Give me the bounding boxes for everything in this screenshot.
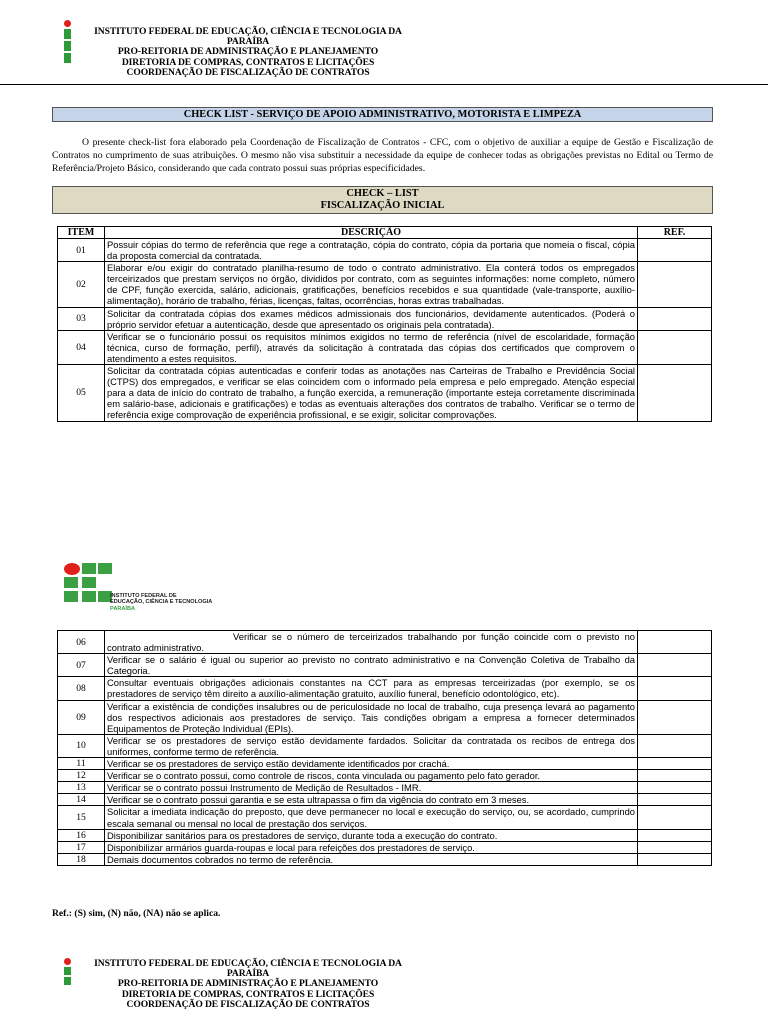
table-row bbox=[58, 734, 712, 757]
item-description: Elaborar e/ou exigir do contratado planilha-resumo de todo o contrato administrativo. Ela conterá todos os empregados terceirizados que prestam serviços no órgão, divididos por contrato, com as seguintes informações: nome completo, número de CPF, função exercida, salário, adicionais, gratificações, benefícios recebidos e sua quantidade (vale-transporte, auxílio-alimentação), horário de trabalho, férias, licenças, faltas, ocorrências, horas extras trabalhadas. bbox=[105, 262, 638, 307]
table-row bbox=[58, 365, 712, 421]
ref-cell[interactable] bbox=[638, 794, 712, 806]
item-number: 13 bbox=[58, 782, 105, 794]
item-description bbox=[105, 631, 638, 654]
table-row bbox=[58, 758, 712, 770]
checklist-title-banner: CHECK LIST - SERVIÇO DE APOIO ADMINISTRATIVO, MOTORISTA E LIMPEZA bbox=[52, 107, 713, 122]
header-line: INSTITUTO FEDERAL DE EDUCAÇÃO, CIÊNCIA E TECNOLOGIA DA PARAÍBA bbox=[94, 958, 402, 980]
table-row bbox=[58, 330, 712, 364]
col-header-item: ITEM bbox=[58, 227, 105, 239]
header-line: DIRETORIA DE COMPRAS, CONTRATOS E LICITAÇÕES bbox=[121, 56, 375, 68]
institute-logo-small bbox=[64, 20, 72, 65]
table-row bbox=[58, 770, 712, 782]
item-number: 05 bbox=[58, 365, 105, 421]
document-header bbox=[78, 27, 418, 78]
item-number: 10 bbox=[58, 734, 105, 757]
item-number: 08 bbox=[58, 677, 105, 700]
ref-cell[interactable] bbox=[638, 853, 712, 865]
item-description: Verificar se o contrato possui Instrumento de Medição de Resultados - IMR. bbox=[105, 782, 638, 794]
item-description: Verificar a existência de condições insalubres ou de periculosidade no local de trabalho, cuja presença levará ao pagamento dos respectivos adicionais aos prestadores de serviço. Tais condições obrigam a empresa a fornecer determinados Equipamentos de Proteção Individual (EPIs). bbox=[105, 700, 638, 734]
ref-cell[interactable] bbox=[638, 677, 712, 700]
item-number: 01 bbox=[58, 239, 105, 262]
table-row bbox=[58, 654, 712, 677]
ref-cell[interactable] bbox=[638, 654, 712, 677]
table-row bbox=[58, 307, 712, 330]
logo-text-line: INSTITUTO FEDERAL DE bbox=[110, 593, 177, 599]
table-row bbox=[58, 841, 712, 853]
item-number: 15 bbox=[58, 806, 105, 829]
header-line: INSTITUTO FEDERAL DE EDUCAÇÃO, CIÊNCIA E TECNOLOGIA DA PARAÍBA bbox=[94, 26, 402, 48]
item-description: Possuir cópias do termo de referência que rege a contratação, cópia do contrato, cópia da portaria que nomeia o fiscal, cópia da proposta comercial da contratada. bbox=[105, 239, 638, 262]
item-number: 16 bbox=[58, 829, 105, 841]
header-line: DIRETORIA DE COMPRAS, CONTRATOS E LICITAÇÕES bbox=[121, 988, 375, 1000]
item-description: Verificar se o salário é igual ou superior ao previsto no contrato administrativo e na Convenção Coletiva de Trabalho da Categoria. bbox=[105, 654, 638, 677]
checklist-table-page2 bbox=[57, 630, 712, 866]
header-line: PRO-REITORIA DE ADMINISTRAÇÃO E PLANEJAMENTO bbox=[117, 978, 379, 990]
table-row bbox=[58, 853, 712, 865]
item-description: Verificar se o contrato possui, como controle de riscos, conta vinculada ou pagamento pelo fato gerador. bbox=[105, 770, 638, 782]
ref-cell[interactable] bbox=[638, 330, 712, 364]
item-description: Verificar se o contrato possui garantia e se esta ultrapassa o fim da vigência do contrato em 3 meses. bbox=[105, 794, 638, 806]
col-header-description: DESCRIÇÃO bbox=[105, 227, 638, 239]
ref-cell[interactable] bbox=[638, 631, 712, 654]
item-description: Demais documentos cobrados no termo de referência. bbox=[105, 853, 638, 865]
item-number: 04 bbox=[58, 330, 105, 364]
ref-cell[interactable] bbox=[638, 841, 712, 853]
item-description: Consultar eventuais obrigações adicionais constantes na CCT para as empresas terceirizadas (por exemplo, se os prestadores de serviço têm direito a auxílio-alimentação gratuito, auxílio funeral, benefício odontológico, etc). bbox=[105, 677, 638, 700]
intro-paragraph bbox=[52, 136, 713, 175]
checklist-subheading: FISCALIZAÇÃO INICIAL bbox=[320, 200, 445, 211]
checklist-heading: CHECK – LIST bbox=[346, 188, 419, 199]
item-description: Solicitar da contratada cópias autenticadas e conferir todas as anotações nas Carteiras de Trabalho e Previdência Social (CTPS) dos empregados, e verificar se elas coincidem com o informado pela empresa e pelo empregado. Atenção especial para a data de início do contrato de trabalho, a função exercida, a remuneração (importante esteja corretamente discriminada em salário-base, adicionais e gratificações) e todas as eventuais alterações dos contratos de trabalho. Verificar se o termo de referência exige comprovação de experiência profissional, e se exigir, solicitar comprovações. bbox=[105, 365, 638, 421]
ref-cell[interactable] bbox=[638, 782, 712, 794]
col-header-ref: REF. bbox=[638, 227, 712, 239]
header-line: PRO-REITORIA DE ADMINISTRAÇÃO E PLANEJAMENTO bbox=[117, 46, 379, 58]
table-row bbox=[58, 806, 712, 829]
item-description-text: Verificar se o número de terceirizados trabalhando por função coincide com o previsto no contrato administrativo. bbox=[107, 631, 635, 654]
item-number: 07 bbox=[58, 654, 105, 677]
ref-cell[interactable] bbox=[638, 758, 712, 770]
item-number: 09 bbox=[58, 700, 105, 734]
item-description: Verificar se os prestadores de serviço estão devidamente identificados por crachá. bbox=[105, 758, 638, 770]
header-line: COORDENAÇÃO DE FISCALIZAÇÃO DE CONTRATOS bbox=[126, 66, 370, 78]
document-header bbox=[78, 959, 418, 1010]
ref-legend: Ref.: (S) sim, (N) não, (NA) não se aplica. bbox=[52, 908, 221, 919]
table-header-row bbox=[58, 227, 712, 239]
ref-cell[interactable] bbox=[638, 829, 712, 841]
table-row bbox=[58, 829, 712, 841]
ref-cell[interactable] bbox=[638, 262, 712, 307]
item-number: 06 bbox=[58, 631, 105, 654]
item-description: Verificar se o funcionário possui os requisitos mínimos exigidos no termo de referência (nível de escolaridade, formação técnica, curso de formação, perfil), através da solicitação à contratada das cópias dos certificados que comprovem o atendimento a estes requisitos. bbox=[105, 330, 638, 364]
institute-logo-small bbox=[64, 958, 72, 987]
ref-cell[interactable] bbox=[638, 365, 712, 421]
checklist-section-box bbox=[52, 186, 713, 214]
intro-text: O presente check-list fora elaborado pela Coordenação de Fiscalização de Contratos - CFC, com o objetivo de auxiliar a equipe de Gestão e Fiscalização de Contratos no cumprimento de suas atribuições. O mesmo não visa substituir a necessidade da equipe de conhecer todas as obrigações previstas no Edital ou Termo de Referência/Projeto Básico, considerando que cada contrato possui suas próprias especificidades. bbox=[52, 137, 713, 174]
item-number: 02 bbox=[58, 262, 105, 307]
table-row bbox=[58, 631, 712, 654]
table-row bbox=[58, 677, 712, 700]
logo-text-line: PARAÍBA bbox=[110, 605, 136, 612]
item-number: 12 bbox=[58, 770, 105, 782]
institute-logo-text bbox=[110, 593, 212, 612]
ref-cell[interactable] bbox=[638, 734, 712, 757]
item-description: Solicitar a imediata indicação do preposto, que deve permanecer no local e execução do serviço, ou, se acordado, cumprindo escala semanal ou mensal no local de prestação dos serviços. bbox=[105, 806, 638, 829]
header-line: COORDENAÇÃO DE FISCALIZAÇÃO DE CONTRATOS bbox=[126, 998, 370, 1010]
ref-cell[interactable] bbox=[638, 307, 712, 330]
table-row bbox=[58, 262, 712, 307]
item-number: 03 bbox=[58, 307, 105, 330]
logo-text-line: EDUCAÇÃO, CIÊNCIA E TECNOLOGIA bbox=[110, 599, 213, 606]
item-description: Solicitar da contratada cópias dos exames médicos admissionais dos funcionários, devidamente autenticados. (Poderá o próprio servidor efetuar a autenticação, desde que apresentado os originais pela contratada). bbox=[105, 307, 638, 330]
item-description: Verificar se os prestadores de serviço estão devidamente fardados. Solicitar da contratada os recibos de entrega dos uniformes, conforme termo de referência. bbox=[105, 734, 638, 757]
ref-cell[interactable] bbox=[638, 239, 712, 262]
item-number: 18 bbox=[58, 853, 105, 865]
table-row bbox=[58, 700, 712, 734]
table-row bbox=[58, 794, 712, 806]
item-number: 17 bbox=[58, 841, 105, 853]
table-row bbox=[58, 239, 712, 262]
item-number: 11 bbox=[58, 758, 105, 770]
item-description: Disponibilizar armários guarda-roupas e local para refeições dos prestadores de serviço. bbox=[105, 841, 638, 853]
header-divider bbox=[0, 84, 768, 85]
ref-cell[interactable] bbox=[638, 806, 712, 829]
table-row bbox=[58, 782, 712, 794]
item-description: Disponibilizar sanitários para os prestadores de serviço, durante toda a execução do contrato. bbox=[105, 829, 638, 841]
ref-cell[interactable] bbox=[638, 700, 712, 734]
ref-cell[interactable] bbox=[638, 770, 712, 782]
item-number: 14 bbox=[58, 794, 105, 806]
checklist-table-page1 bbox=[57, 226, 712, 422]
